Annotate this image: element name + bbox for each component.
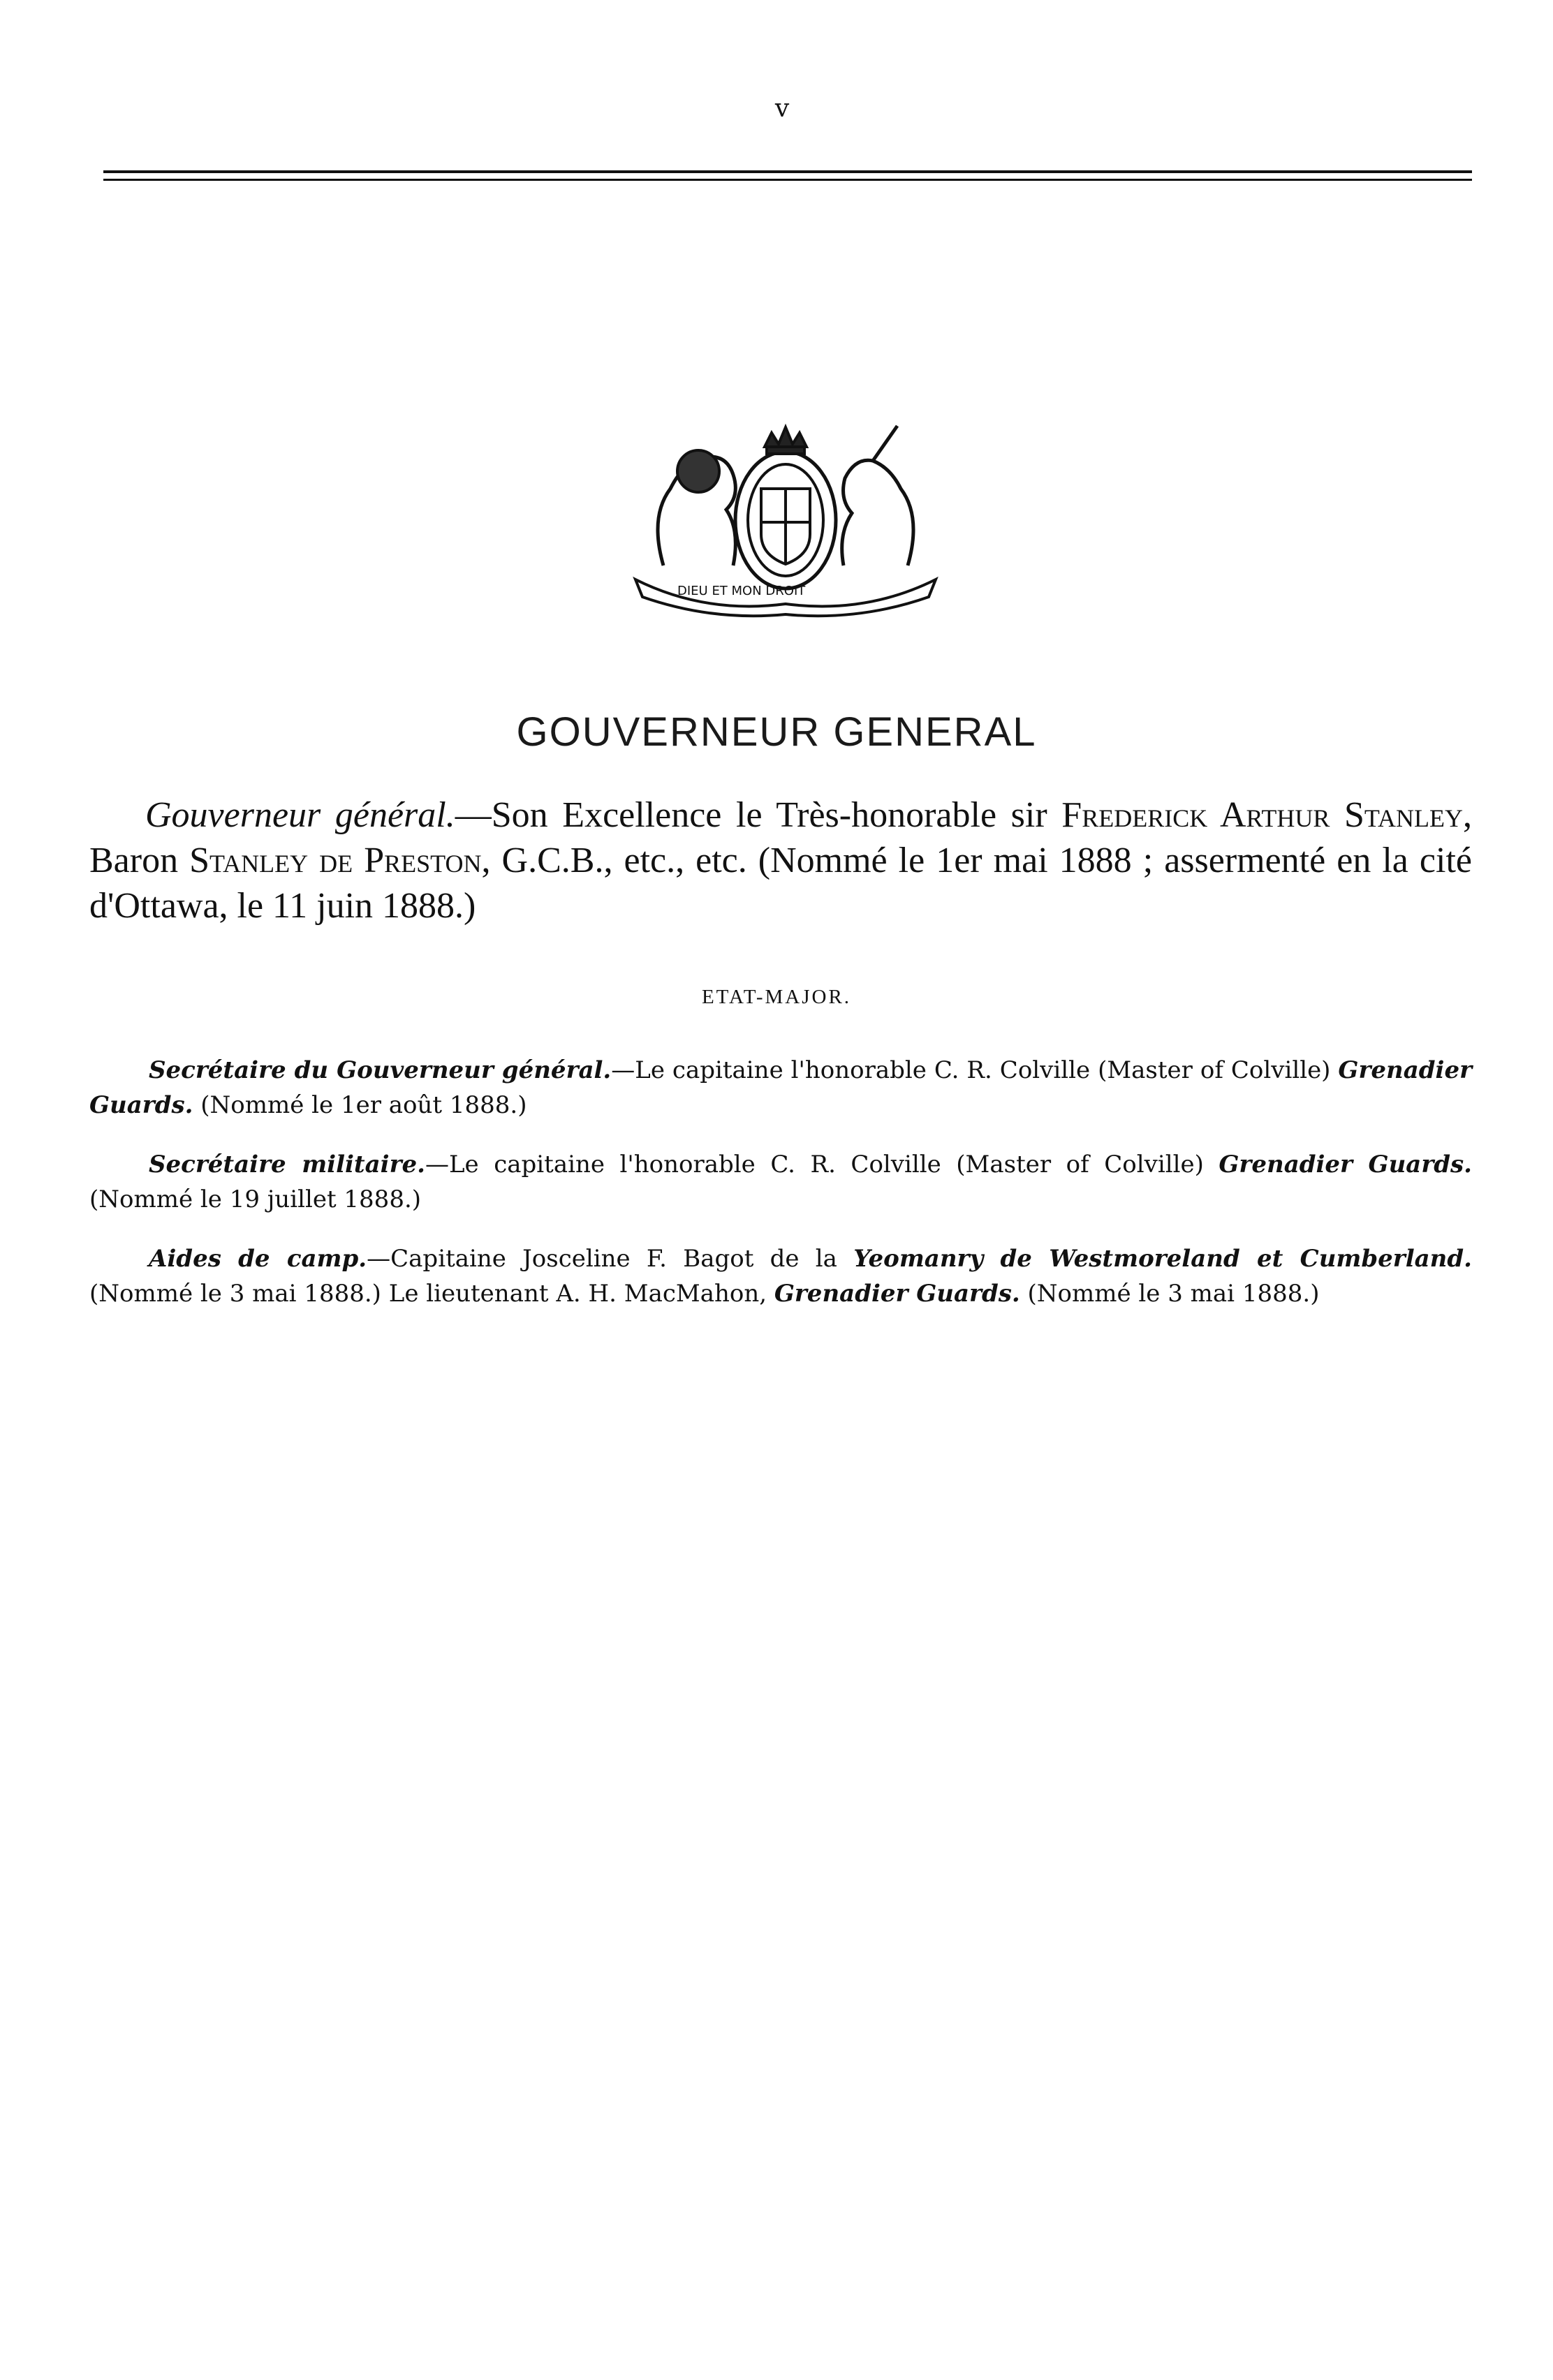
- aides-de-camp-text-1: —Capitaine Josceline F. Bagot de la: [367, 1245, 854, 1273]
- governor-general-text-1: —Son Excellence le Très-honorable sir: [455, 795, 1062, 835]
- aides-de-camp-text-2: (Nommé le 3 mai 1888.) Le lieutenant A. H. MacMahon,: [89, 1280, 774, 1308]
- royal-coat-of-arms-icon: [621, 405, 950, 621]
- governor-general-entry: [89, 792, 1472, 929]
- military-secretary-text-1: —Le capitaine l'honorable C. R. Colville (Master of Colville): [425, 1151, 1219, 1178]
- military-secretary-title: Secrétaire militaire.: [149, 1151, 425, 1178]
- page-number: v: [774, 94, 790, 123]
- secretary-entry: [89, 1053, 1472, 1123]
- secretary-regiment: Grenadier Guards.: [89, 1056, 1472, 1119]
- military-secretary-regiment: Grenadier Guards.: [1219, 1151, 1472, 1178]
- aides-de-camp-entry: [89, 1241, 1472, 1311]
- aides-de-camp-regiment-1: Yeomanry de Westmoreland et Cumberland.: [853, 1245, 1472, 1273]
- section-title: GOUVERNEUR GENERAL: [516, 709, 1037, 755]
- staff-heading: ETAT-MAJOR.: [701, 986, 852, 1008]
- governor-general-text-2: , Baron: [89, 795, 1473, 880]
- secretary-text-2: (Nommé le 1er août 1888.): [193, 1091, 527, 1119]
- governor-general-text-3: , G.C.B., etc., etc. (Nommé le 1er mai 1888 ; assermenté en la cité d'Ottawa, le 11 juin 1888.): [89, 841, 1472, 926]
- governor-general-name-1: Frederick Arthur Stanley: [1061, 795, 1464, 835]
- aides-de-camp-title: Aides de camp.: [149, 1245, 367, 1273]
- military-secretary-entry: [89, 1147, 1472, 1217]
- governor-general-title: Gouverneur général.: [145, 795, 455, 835]
- aides-de-camp-text-3: (Nommé le 3 mai 1888.): [1020, 1280, 1320, 1308]
- emblem-motto: DIEU ET MON DROIT: [677, 584, 806, 598]
- secretary-text-1: —Le capitaine l'honorable C. R. Colville (Master of Colville): [611, 1056, 1339, 1084]
- governor-general-name-2: Stanley de Preston: [189, 841, 482, 880]
- header-rule-bottom: [103, 179, 1472, 181]
- secretary-title: Secrétaire du Gouverneur général.: [149, 1056, 612, 1084]
- aides-de-camp-regiment-2: Grenadier Guards.: [774, 1280, 1020, 1308]
- header-rule-top: [103, 170, 1472, 173]
- military-secretary-text-2: (Nommé le 19 juillet 1888.): [89, 1185, 422, 1213]
